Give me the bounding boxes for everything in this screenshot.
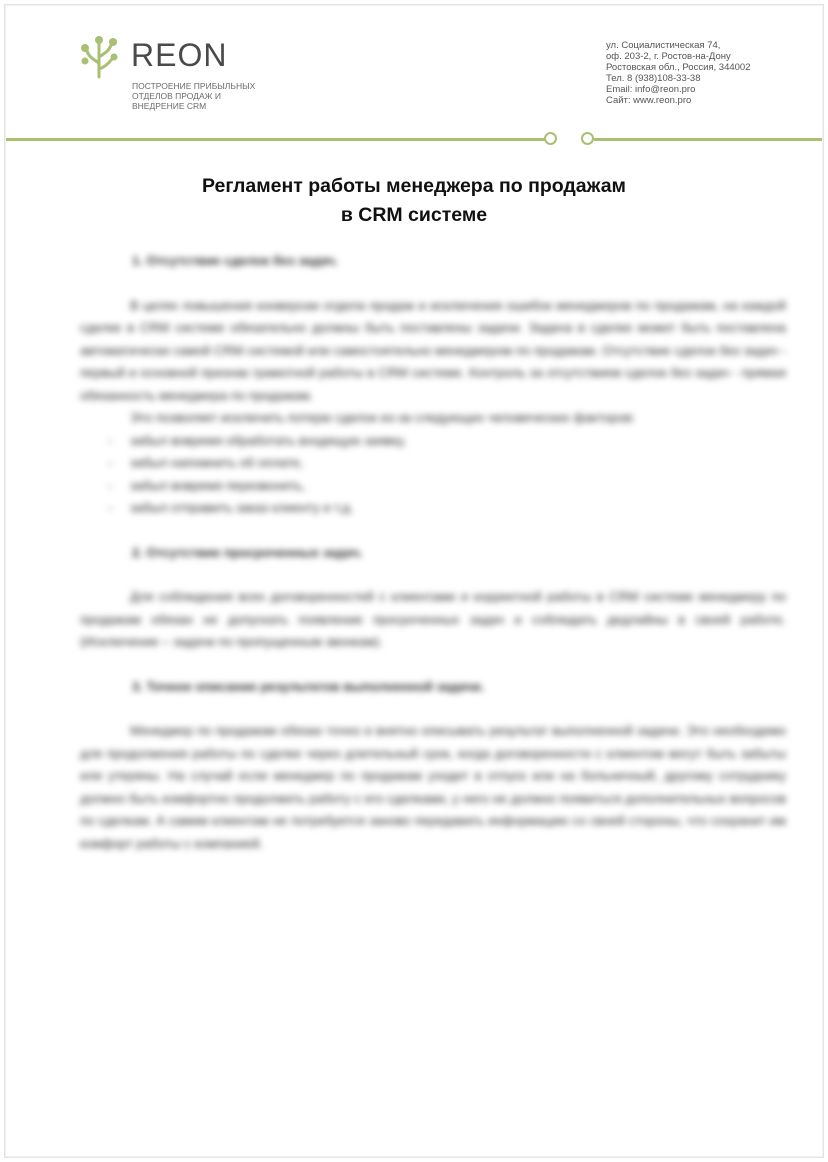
paragraph: В целях повышения конверсии отдела продаж и исключения ошибок менеджеров по продажам, на каждой сделке в CRM системе обязательно должны быть поставлены задачи. Задача в сделке может быть поставлена автоматически самой CRM системой или самостоятельно менеджером по продажам. Отсутствие сделок без задач - первый и основной признак грамотной работы в CRM системе. Контроль за отсутствием сделок без задач - прямая обязанность менеджера по продажам. <box>80 297 786 403</box>
paragraph: Это позволяет исключить потерю сделок из-за следующих человеческих факторов: <box>130 410 636 425</box>
tagline-line: ПОСТРОЕНИЕ ПРИБЫЛЬНЫХ <box>132 81 256 91</box>
divider-dot <box>581 132 594 145</box>
contact-line: ул. Социалистическая 74, <box>606 40 721 51</box>
list-item: - забыл вовремя обработать входящую заявку, <box>80 430 786 453</box>
contact-line: Тел. 8 (938)108-33-38 <box>606 73 701 84</box>
contact-line: Ростовская обл., Россия, 344002 <box>606 62 751 73</box>
header-divider-right <box>594 138 822 141</box>
paragraph: Менеджер по продажам обязан точно и внятно описывать результат выполненной задачи. Это необходимо для продолжения работы по сделке через длительный срок, когда договоренности с клиентом могут быть забыты или утеряны. На случай если менеджер по продажам уходит в отпуск или на больничный, другому сотруднику должно быть комфортно продолжить работу с его сделками, у него не должно появиться дополнительных вопросов по сделкам. А самим клиентам не потребуется заново передавать информацию со своей стороны, что сохранит им комфорт работы с компанией. <box>80 723 786 851</box>
divider-dot <box>544 132 557 145</box>
brand-name: REON <box>131 37 228 73</box>
section-heading: 3. Точное описание результатов выполненной задачи. <box>132 678 485 694</box>
tagline-line: ВНЕДРЕНИЕ CRM <box>132 101 207 111</box>
section-heading: 1. Отсутствие сделок без задач. <box>132 253 339 268</box>
list-item: - забыл отправить заказ клиенту и т.д. <box>80 497 786 520</box>
list-item: - забыл напомнить об оплате, <box>80 452 786 475</box>
contact-email: Email: info@reon.pro <box>606 84 696 95</box>
title-line: Регламент работы менеджера по продажам <box>202 175 626 197</box>
document-title <box>120 172 708 230</box>
section-heading: 2. Отсутствие просроченных задач. <box>132 544 363 560</box>
brand-tagline <box>132 81 282 111</box>
title-line: в CRM системе <box>340 204 488 226</box>
tree-sprout-icon <box>79 33 119 79</box>
contact-block <box>606 40 751 106</box>
blurred-document-body <box>80 250 786 855</box>
bullet-list <box>80 430 786 520</box>
contact-line: оф. 203-2, г. Ростов-на-Дону <box>606 51 731 62</box>
paragraph: Для соблюдения всех договоренностей с клиентами и корректной работы в CRM системе менеджеру по продажам обязан не допускать появление просроченных задач и соблюдать дедлайны в своей работе. (Исключение – задачи по пропущенным звонкам). <box>80 589 786 649</box>
header-divider-left <box>6 138 546 141</box>
list-item: - забыл вовремя перезвонить, <box>80 475 786 498</box>
contact-site: Сайт: www.reon.pro <box>606 95 692 106</box>
tagline-line: ОТДЕЛОВ ПРОДАЖ И <box>132 91 221 101</box>
